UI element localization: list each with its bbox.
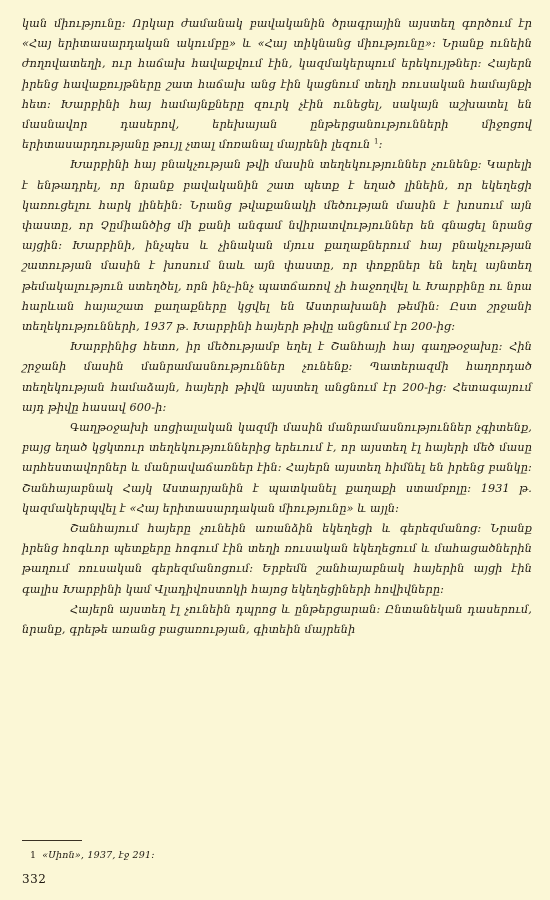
paragraph-2-text: Խարբինի հայ բնակչության թվի մասին տեղեկություններ չունենք։ Կարելի է ենթադրել, որ նրանք բավականին շատ պետք է եղած լինեին, որ եկեղեցի կառուցելու հարկ լինեին։ Նրանց թվաքանակի մեծության մասին է խոսում այն փաստը, որ Չըմիանծից մի քանի անգամ նվիրատվություններ են գնացել նրանց այցին։ Խարբինի, ինչպես և չինական մյուս քաղաքներում հայ բնակչության շատության մասին է խոսում նաև այն փաստը, որ փոքրներ են եղել այնտեղ թեմակալություն ստեղծել, որն ինչ-ինչ պատճառով չի հաջողվել և Խարբինը ու նրա հարևան հայաշատ քաղաքները կցվել են Աստրախանի թեմին։ Ըստ շրջանի տեղեկությունների, 1937 թ. Խարբինի հայերի թիվը անցնում էր 200-ից: [22, 158, 532, 334]
footnote-number: 1: [30, 850, 37, 861]
paragraph-5-text: Շանհայում հայերը չունեին առանձին եկեղեցի և գերեզմանոց։ Նրանք իրենց հոգևոր պետքերը հոգում էին տեղի ռուսական եկեղեցում և մահացածներին թաղում ռուսական գերեզմանոցում։ Երբեմն շանհայաբնակ հայերին այցի էին գալիս Խարբինի կամ Վլադիվոստոկի հայոց եկեղեցիների հովիվները: [22, 522, 532, 596]
paragraph-4: Գաղթօջախի սոցիալական կազմի մասին մանրամասնություններ չգիտենք, բայց եղած կցկտուր տեղեկություններից երեւում է, որ այստեղ էլ հայերի մեծ մասը արհեստավորներ և մանրավաճառներ էին։ Հայերն այստեղ հիմնել են իրենց բանկը։ Շանհայաբնակ Հայկ Աստարյանին է պատկանել քաղաքի ստամբոլը։ 1931 թ. կազմակերպվել է «Հայ երիտասարդական միությունը» և այլն։: [22, 421, 532, 515]
paragraph-1-text: կան միությունը։ Որկար ժամանակ բավականին ծրագրային այստեղ գործում էր «Հայ երիտասարդական ակումբը» և «Հայ տիկնանց միությունը»։ Նրանք ունեին ժողովատեղի, ուր հաճախ հավաքվում էին, կազմակերպում երեկույթներ։ Հայերն իրենց հավաքույթները շատ հաճախ անց էին կացնում տեղի ռուսական համայնքի հետ։ Խարբինի հայ համայնքները զուրկ չէին ունեցել, սակայն աշխատել են մասնավոր դասերով, երեխայան ընթերցանությունների միջոցով երիտասարդությանը թույլ չտալ մոռանալ մայրենի լեզուն: [22, 17, 532, 152]
paragraph-3-text: Խարբինից հետո, իր մեծությամբ եղել է Շանհայի հայ գաղթօջախը։ Հին շրջանի մասին մանրամասնություններ չունենք։ Պատերազմի հաղորդած տեղեկության համաձայն, հայերի թիվն այստեղ անցնում էր 200-ից։ Հետագայում այդ թիվը հասավ 600-ի: [22, 340, 532, 414]
paragraph-2: Խարբինի հայ բնակչության թվի մասին տեղեկություններ չունենք։ Կարելի է ենթադրել, որ նրանք բավականին շատ պետք է եղած լինեին, որ եկեղեցի կառուցելու հարկ լինեին։ Նրանց թվաքանակի մեծության մասին է խոսում այն փաստը, որ Չըմիանծից մի քանի անգամ նվիրատվություններ են գնացել նրանց այցին։ Խարբինի, ինչպես և չինական մյուս քաղաքներում հայ բնակչության շատության մասին է խոսում նաև այն փաստը, որ փոքրներ են եղել այնտեղ թեմակալություն ստեղծել, որն ինչ-ինչ պատճառով չի հաջողվել և Խարբինը ու նրա հարևան հայաշատ քաղաքները կցվել են Աստրախանի թեմին։ Ըստ շրջանի տեղեկությունների, 1937 թ. Խարբինի հայերի թիվը անցնում էր 200-ից։: [22, 158, 532, 334]
paragraph-3: Խարբինից հետո, իր մեծությամբ եղել է Շանհայի հայ գաղթօջախը։ Հին շրջանի մասին մանրամասնություններ չունենք։ Պատերազմի հաղորդած տեղեկության համաձայն, հայերի թիվն այստեղ անցնում էր 200-ից։ Հետագայում այդ թիվը հասավ 600-ի։: [22, 340, 532, 414]
paragraph-1: կան միությունը։ Որկար ժամանակ բավականին ծրագրային այստեղ գործում էր «Հայ երիտասարդական ակումբը» և «Հայ տիկնանց միությունը»։ Նրանք ունեին ժողովատեղի, ուր հաճախ հավաքվում էին, կազմակերպում երեկույթներ։ Հայերն իրենց հավաքույթները շատ հաճախ անց էին կացնում տեղի ռուսական համայնքի հետ։ Խարբինի հայ համայնքները զուրկ չէին ունեցել, սակայն աշխատել են մասնավոր դասերով, երեխայան ընթերցանությունների միջոցով երիտասարդությանը թույլ չտալ մոռանալ մայրենի լեզուն $^1$։: [22, 17, 532, 152]
paragraph-5: Շանհայում հայերը չունեին առանձին եկեղեցի և գերեզմանոց։ Նրանք իրենց հոգևոր պետքերը հոգում էին տեղի ռուսական եկեղեցում և մահացածներին թաղում ռուսական գերեզմանոցում։ Երբեմն շանհայաբնակ հայերին այցի էին գալիս Խարբինի կամ Վլադիվոստոկի հայոց եկեղեցիների հովիվները։: [22, 522, 532, 596]
paragraph-6: [22, 600, 532, 640]
paragraph-4-text: Գաղթօջախի սոցիալական կազմի մասին մանրամասնություններ չգիտենք, բայց եղած կցկտուր տեղեկություններից երեւում է, որ այստեղ էլ հայերի մեծ մասը արհեստավորներ և մանրավաճառներ էին։ Հայերն այստեղ հիմնել են իրենց բանկը։ Շանհայաբնակ Հայկ Աստարյանին է պատկանել քաղաքի ստամբոլը։ 1931 թ. կազմակերպվել է «Հայ երիտասարդական միությունը» և այլն: [22, 421, 532, 515]
footnote: [30, 850, 155, 861]
footnote-text: «Սիոն», 1937, էջ 291։: [42, 850, 155, 861]
footnote-reference: 1: [374, 137, 379, 146]
page-number: 332: [22, 872, 47, 886]
paragraph-6-text: Հայերն այստեղ էլ չունեին դպրոց և ընթերցարան։ Ընտանեկան դասերում, նրանք, գրեթե առանց բացառության, գիտեին մայրենի: [22, 602, 532, 637]
footnote-divider: [22, 840, 82, 841]
body-text: [22, 14, 532, 640]
